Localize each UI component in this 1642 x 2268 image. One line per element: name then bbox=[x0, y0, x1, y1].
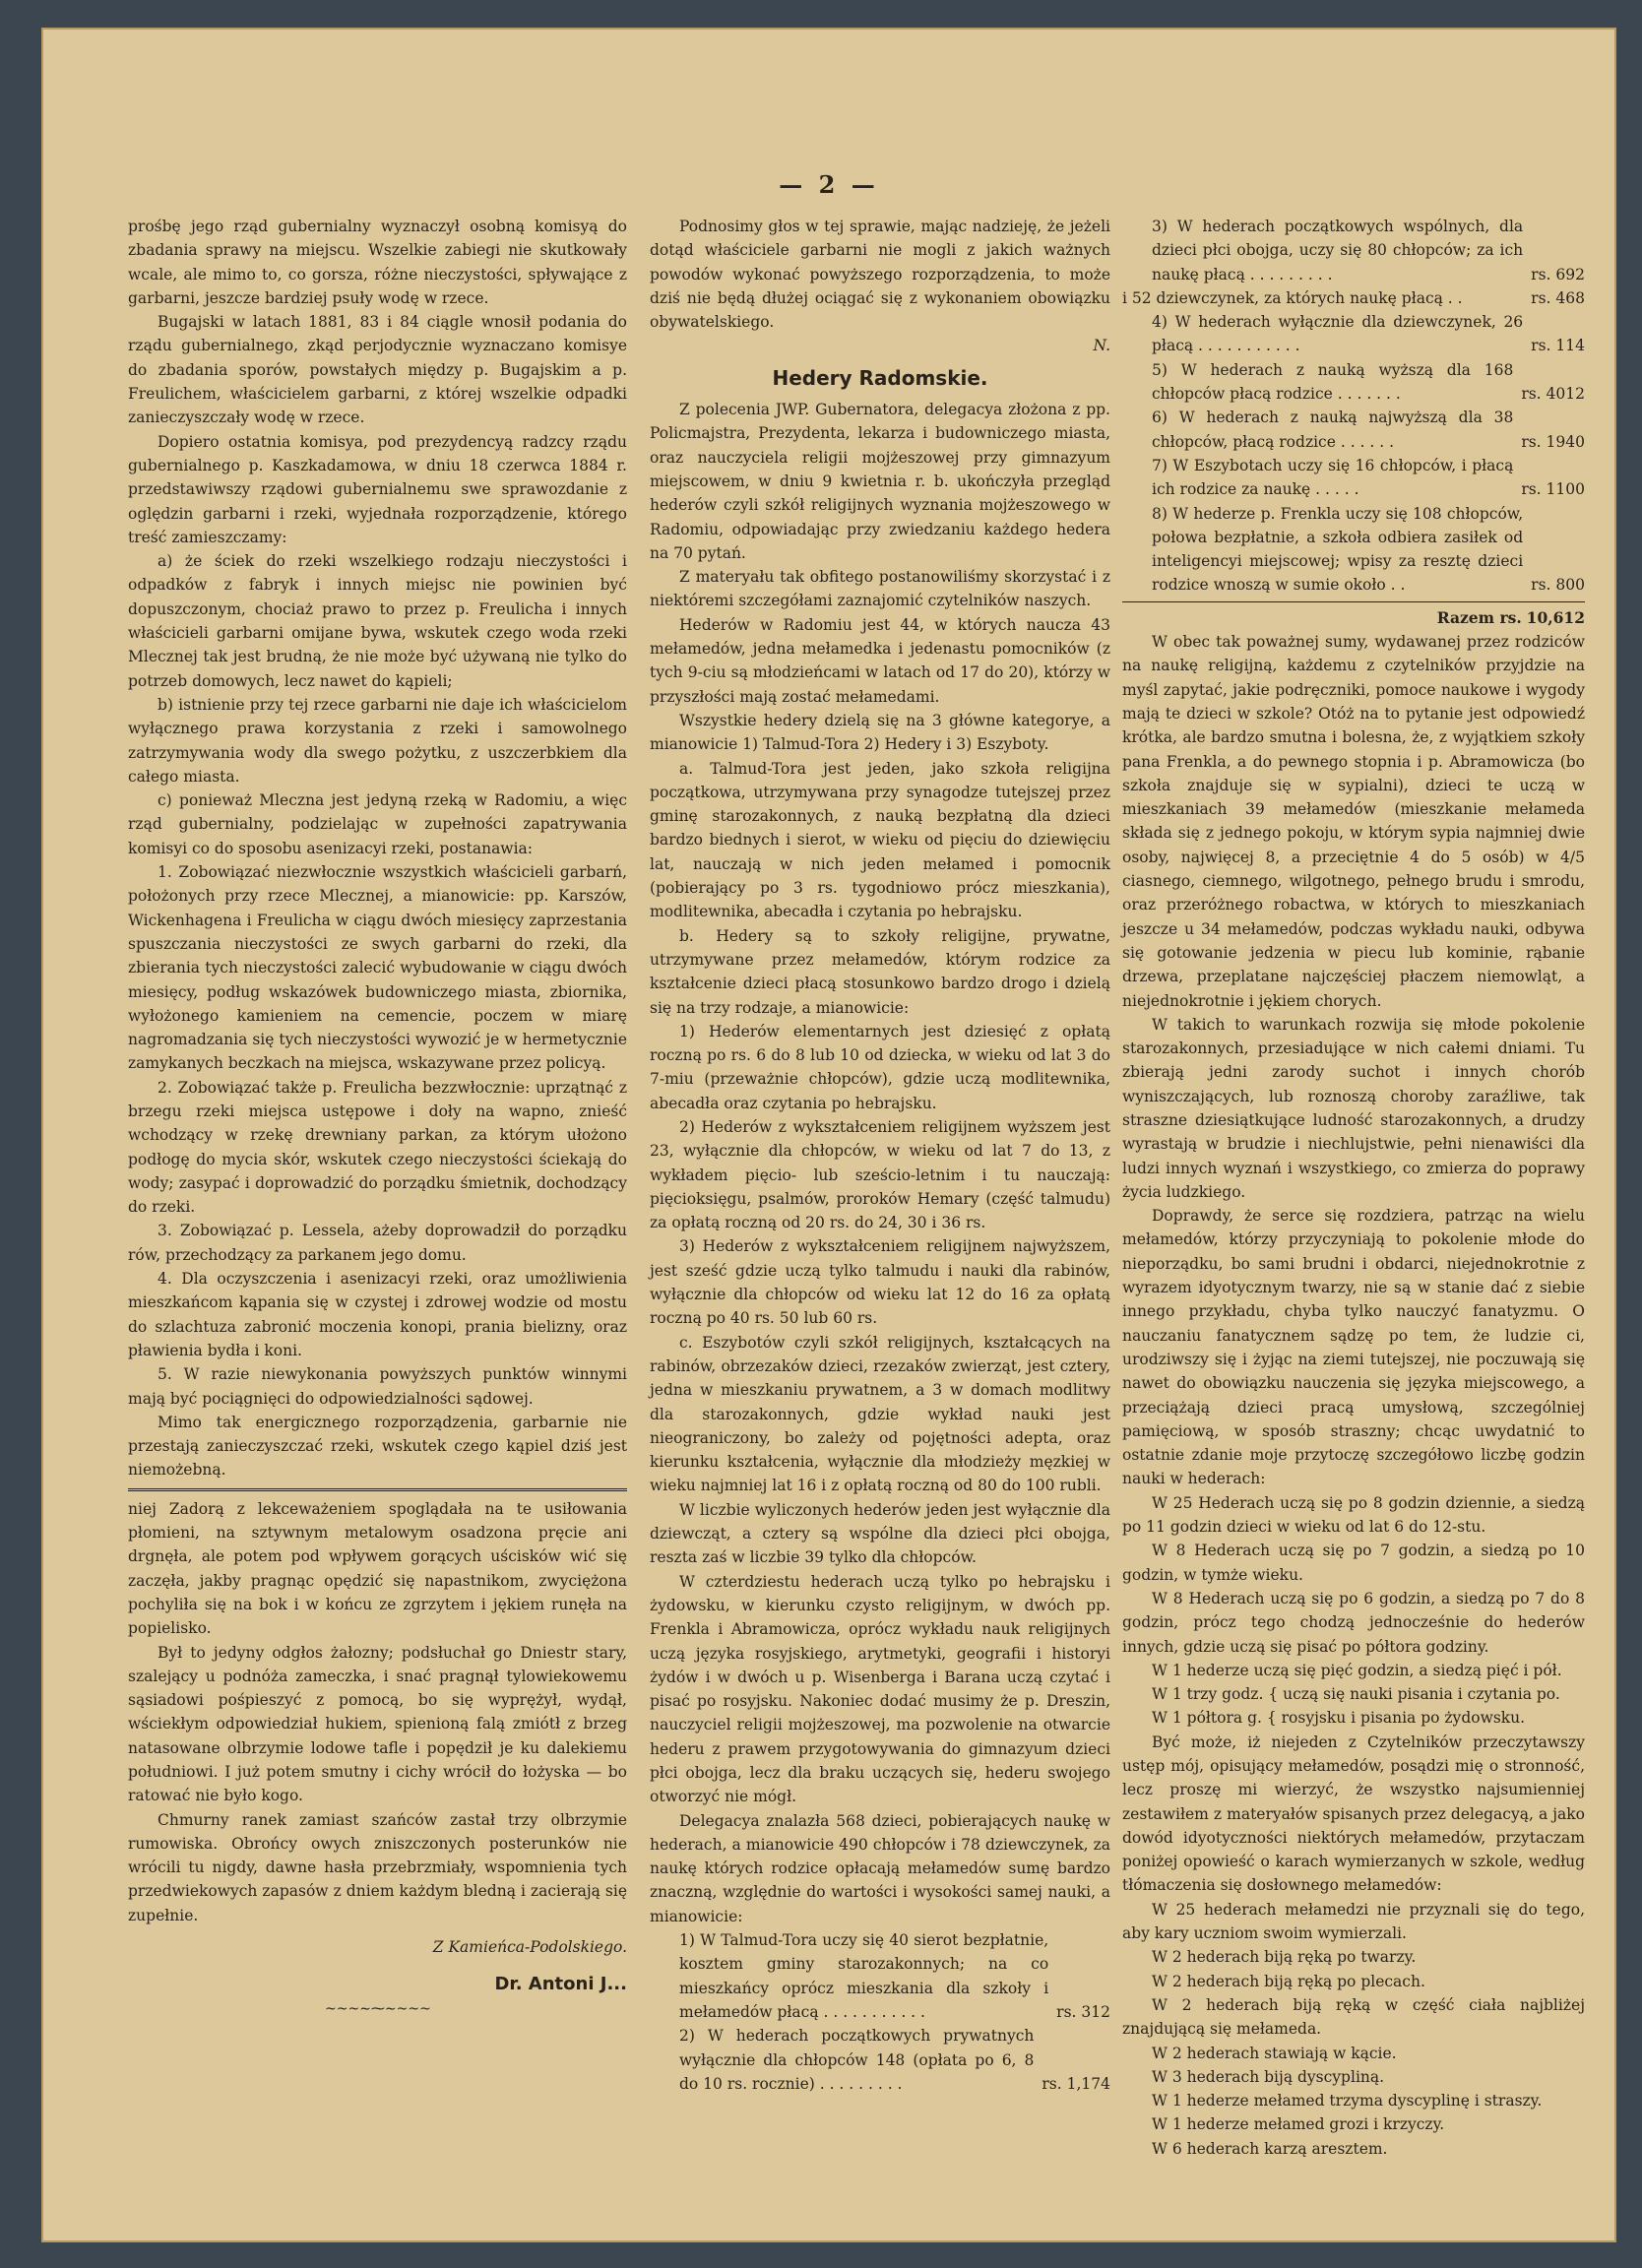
paragraph: b. Hedery są to szkoły religijne, prywatne, utrzymywane przez mełamedów, którym rodzice za kształcenie dzieci płacą stosunkowo bardzo drogo i dzielą się na trzy rodzaje, a mianowicie: bbox=[650, 926, 1110, 1017]
paragraph: Doprawdy, że serce się rozdziera, patrząc na wielu mełamedów, którzy przyczyniają to pokolenie młode do nieporządku, bo sami brudni i obdarci, niejednokrotnie z wyrazem idyotycznym twarzy, nie są w stanie dać z siebie innego przykładu, chyba tylko nauczyć fanatyzmu. O nauczaniu fanatycznem sądzę po tem, że ludzie ci, urodziwszy się i żyjąc na ziemi tutejszej, nie poczuwają się nawet do obowiązku nauczenia się języka miejscowego, a przeciążają dzieci pracą umysłową, szczególniej pamięciową, w sposób straszny; chcąc uwydatnić to ostatnie zdanie moje przytoczę szczegółowo liczbę godzin nauki w hederach: bbox=[1122, 1207, 1585, 1488]
column-2 bbox=[650, 215, 1110, 2096]
paragraph: W obec tak poważnej sumy, wydawanej przez rodziców na naukę religijną, każdemu z czytelników przyjdzie na myśl zapytać, jakie podręczniki, pomoce naukowe i wygody mają te dzieci w szkole? Otóż na to pytanie jest odpowiedź krótka, ale bardzo smutna i bolesna, że, z wyjątkiem szkoły pana Frenkla, a do pewnego stopnia i p. Abramowicza (bo szkoła znajduje się w sypialni), dzieci te uczą w mieszkaniach 39 mełamedów (mieszkanie mełameda składa się z jednego pokoju, w którym sypia najmniej dwie osoby, najwięcej 8, a przeciętnie 4 do 5 osób) w 4/5 ciasnego, ciemnego, wilgotnego, pełnego brudu i smrodu, oraz przeróżnego robactwa, w których to mieszkaniach jeszcze u 34 mełamedów, podczas wykładu nauki, odbywa się gotowanie jedzenia w piecu lub kominie, rąbanie drzewa, przeplatane najczęściej płaczem niemowląt, a niejednokrotnie i jękiem chorych. bbox=[1122, 633, 1585, 1010]
paragraph: 3. Zobowiązać p. Lessela, ażeby doprowadził do porządku rów, przechodzący za parkanem jego domu. bbox=[128, 1222, 627, 1264]
paragraph: Z polecenia JWP. Gubernatora, delegacya złożona z pp. Policmajstra, Prezydenta, lekarza i budowniczego miasta, oraz nauczyciela religii mojżeszowej przy gimnazyum miejscowem, w dniu 9 kwietnia r. b. ukończyła przegląd hederów czyli szkół religijnych wyznania mojżeszowego w Radomiu, odpowiadając przy zwiedzaniu każdego hedera na 70 pytań. bbox=[650, 401, 1110, 562]
paragraph: W 1 trzy godz. { uczą się nauki pisania i czytania po. bbox=[1152, 1685, 1560, 1704]
paragraph: Hederów w Radomiu jest 44, w których naucza 43 mełamedów, jedna mełamedka i jedenastu pomocników (z tych 9-ciu są młodzieńcami w latach od 17 do 20), którzy w przyszłości mają zostać mełamedami. bbox=[650, 615, 1110, 706]
fee-unit: rs. bbox=[1042, 2074, 1062, 2093]
fee-amount: 468 bbox=[1555, 288, 1585, 307]
fee-unit: rs. bbox=[1531, 576, 1551, 595]
feuilleton-paragraph: Był to jedyny odgłos żałozny; podsłuchał go Dniestr stary, szalejący u podnóża zameczka, i snać pragnął tylowiekowemu sąsiadowi pośpieszyć z pomocą, bo się wyprężył, wydął, wściekłym odpowiedział hukiem, spienioną falą zmiótł z brzeg natasowane olbrzymie lodowe tafle i popędził je ku dalekiemu południowi. I już potem smutny i cichy wrócił do łożyska — bo ratować nie było kogo. bbox=[128, 1643, 627, 1805]
fee-amount: 114 bbox=[1555, 337, 1585, 355]
paragraph: c) ponieważ Mleczna jest jedyną rzeką w Radomiu, a więc rząd gubernialny, podzielając w zupełności zapatrywania komisyi co do sposobu asenizacyi rzeki, postanawia: bbox=[128, 791, 627, 857]
fee-unit: rs. bbox=[1056, 2002, 1077, 2021]
total-label: Razem rs. bbox=[1436, 607, 1522, 627]
fee-unit: rs. bbox=[1521, 480, 1542, 499]
total-divider bbox=[1122, 601, 1585, 602]
paragraph: W 2 hederach biją ręką w część ciała najbliżej znajdującą się mełameda. bbox=[1122, 1995, 1585, 2039]
fee-unit: rs. bbox=[1531, 265, 1551, 284]
flourish-ornament: ~~~∼⁓∼~~~ bbox=[325, 2000, 431, 2017]
paragraph: W 8 Hederach uczą się po 7 godzin, a siedzą po 10 godzin, w tymże wieku. bbox=[1122, 1542, 1585, 1584]
fee-row bbox=[650, 1928, 1110, 2024]
total-row bbox=[1122, 606, 1585, 630]
paragraph: 1) Hederów elementarnych jest dziesięć z opłatą roczną po rs. 6 do 8 lub 10 od dziecka, w wieku od lat 3 do 7-miu (przeważnie chłopców), gdzie uczą modlitewnika, abecadła oraz czytania po hebrajsku. bbox=[650, 1022, 1110, 1112]
fee-text: 4) W hederach wyłącznie dla dziewczynek, 26 płacą . . . . . . . . . . . bbox=[1152, 313, 1524, 355]
paragraph: W takich to warunkach rozwija się młode pokolenie starozakonnych, przesiadujące w nich całemi dniami. Tu zbierają jedni zarody suchot i innych chorób wyniszczających, lub roznoszą choroby zaraźliwe, tak straszne dziesiątkujące ludność starozakonnych, a drudzy wyrastają w brudzie i niechlujstwie, pełni nienawiści dla ludzi innych wyznań i wszystkiego, co zmierza do poprawy życia ludzkiego. bbox=[1122, 1015, 1585, 1201]
paragraph: Być może, iż niejeden z Czytelników przeczytawszy ustęp mój, opisujący mełamedów, posądzi mię o stronność, lecz proszę mi wierzyć, że wszystko najsumienniej zestawiłem z materyałów spisanych przez delegacyą, a jako dowód idyotyczności niektórych mełamedów, przytaczam poniżej opowieść o karach wymierzanych w szkole, według tłómaczenia się dosłownego mełamedów: bbox=[1122, 1732, 1585, 1895]
fee-text: 3) W hederach początkowych wspólnych, dla dzieci płci obojga, uczy się 80 chłopców; za ich naukę płacą . . . . . . . . . bbox=[1152, 218, 1524, 284]
paragraph: W czterdziestu hederach uczą tylko po hebrajsku i żydowsku, w kierunku czysto religijnym, w dwóch pp. Frenkla i Abramowicza, oprócz wykładu nauk religijnych uczą języka rosyjskiego, arytmetyki, geografii i historyi żydów i w dwóch u p. Wisenberga i Barana uczą czytać i pisać po rosyjsku. Nakoniec dodać musimy że p. Dreszin, nauczyciel religii mojżeszowej, ma pozwolenie na otwarcie hederu z prawem przygotowywania do gimnazyum dzieci płci obojga, lecz dla braku uczących się, hederu swojego otworzyć nie mógł. bbox=[650, 1572, 1110, 1806]
paragraph: 5. W razie niewykonania powyższych punktów winnymi mają być pociągnięci do odpowiedzialności sądowej. bbox=[128, 1365, 627, 1408]
fee-amount: 1940 bbox=[1546, 432, 1585, 451]
fee-text: 1) W Talmud-Tora uczy się 40 sierot bezpłatnie, kosztem gminy starozakonnych; na co mieszkańcy oprócz mieszkania dla szkoły i mełamedów płacą . . . . . . . . . . . bbox=[679, 1931, 1049, 2021]
fee-amount: 692 bbox=[1555, 265, 1585, 284]
place-signature: Z Kamieńca-Podolskiego. bbox=[432, 1938, 627, 1957]
fee-row bbox=[1122, 454, 1585, 502]
paragraph: Z materyału tak obfitego postanowiliśmy skorzystać i z niektóremi szczegółami zaznajomić czytelników naszych. bbox=[650, 568, 1110, 610]
paragraph: Bugajski w latach 1881, 83 i 84 ciągle wnosił podania do rządu gubernialnego, zkąd perjodycznie wyznaczano komisye do zbadania sporów, powstałych między p. Bugajskim a p. Freulichem, właścicielem garbarni, z której wszelkie odpadki zanieczyszczały wodę w rzece. bbox=[128, 313, 627, 427]
paragraph: W 1 hederze mełamed grozi i krzyczy. bbox=[1152, 2115, 1445, 2134]
newspaper-page bbox=[41, 28, 1616, 2242]
paragraph: W 1 hederze uczą się pięć godzin, a siedzą pięć i pół. bbox=[1152, 1661, 1562, 1679]
feuilleton-paragraph: niej Zadorą z lekceważeniem spoglądała na te usiłowania płomieni, na sztywnym metalowym osadzona pręcie ani drgnęła, ale potem pod wpływem gorących uścisków wić się zaczęła, jakby pragnąc opędzić się napastnikom, zwyciężona pochyliła się na bok i w końcu ze zgrzytem i jękiem runęła na popielisko. bbox=[128, 1499, 627, 1638]
fee-amount: 1100 bbox=[1546, 480, 1585, 499]
paragraph: Wszystkie hedery dzielą się na 3 główne kategorye, a mianowicie 1) Talmud-Tora 2) Hedery i 3) Eszyboty. bbox=[650, 711, 1110, 754]
paragraph: b) istnienie przy tej rzece garbarni nie daje ich właścicielom wyłącznego prawa korzystania z rzeki i samowolnego zatrzymywania wody dla swego pożytku, z uszczerbkiem dla całego miasta. bbox=[128, 695, 627, 786]
paragraph: 3) Hederów z wykształceniem religijnem najwyższem, jest sześć gdzie uczą tylko talmudu i nauki dla rabinów, wyłącznie dla chłopców od wieku lat 12 do 16 za opłatą roczną po 40 rs. 50 lub 60 rs. bbox=[650, 1237, 1110, 1328]
paragraph: Mimo tak energicznego rozporządzenia, garbarnie nie przestają zanieczyszczać rzeki, wskutek czego kąpiel dziś jest niemożebną. bbox=[128, 1413, 627, 1480]
paragraph: Dopiero ostatnia komisya, pod prezydencyą radzcy rządu gubernialnego p. Kaszkadamowa, w dniu 18 czerwca 1884 r. przedstawiwszy rządowi gubernialnemu swe sprawozdanie z oględzin garbarni i rzeki, wyjednała rozporządzenie, którego treść zamieszczamy: bbox=[128, 432, 627, 546]
paragraph: 2. Zobowiązać także p. Freulicha bezzwłocznie: uprzątnąć z brzegu rzeki miejsca ustępowe i doły na wapno, znieść wchodzący w rzekę drewniany parkan, za którym ułożono podłogę do mycia skór, wskutek czego nieczystości ściekają do wody; zasypać i doprowadzić do porządku śmietnik, dochodzący do rzeki. bbox=[128, 1078, 627, 1217]
fee-row bbox=[1122, 310, 1585, 358]
fee-row bbox=[1122, 502, 1585, 598]
article-heading: Hedery Radomskie. bbox=[772, 365, 988, 390]
paragraph: prośbę jego rząd gubernialny wyznaczył osobną komisyą do zbadania sprawy na miejscu. Wszelkie zabiegi nie skutkowały wcale, ale mimo to, co gorsza, różne nieczystości, spływające z garbarni, jeszcze bardziej psuły wodę w rzece. bbox=[128, 218, 627, 307]
column-3 bbox=[1122, 215, 1585, 2161]
fee-text: 6) W hederach z nauką najwyższą dla 38 chłopców, płacą rodzice . . . . . . bbox=[1152, 409, 1514, 451]
paragraph: W liczbie wyliczonych hederów jeden jest wyłącznie dla dziewcząt, a cztery są wspólne dla dzieci płci obojga, reszta zaś w liczbie 39 tylko dla chłopców. bbox=[650, 1500, 1110, 1567]
paragraph: 4. Dla oczyszczenia i asenizacyi rzeki, oraz umożliwienia mieszkańcom kąpania się w czystej i zdrowej wodzie od mostu do szlachtuza zabronić moczenia konopi, prania bielizny, oraz pławienia bydła i koni. bbox=[128, 1270, 627, 1359]
fee-text: 5) W hederach z nauką wyższą dla 168 chłopców płacą rodzice . . . . . . . bbox=[1152, 360, 1514, 404]
feuilleton-divider bbox=[128, 1488, 627, 1491]
fee-amount: 1,174 bbox=[1066, 2074, 1110, 2093]
page-number: — 2 — bbox=[779, 170, 879, 199]
paragraph: W 25 Hederach uczą się po 8 godzin dziennie, a siedzą po 11 godzin dzieci w wieku od lat 6 do 12-stu. bbox=[1122, 1493, 1585, 1537]
fee-amount: 800 bbox=[1555, 576, 1585, 595]
fee-unit: rs. bbox=[1521, 385, 1542, 404]
fee-text: 7) W Eszybotach uczy się 16 chłopców, i płacą ich rodzice za naukę . . . . . bbox=[1152, 456, 1514, 499]
paragraph: Delegacya znalazła 568 dzieci, pobierających naukę w hederach, a mianowicie 490 chłopców i 78 dziewczynek, za naukę których rodzice opłacają mełamedów sumę bardzo znaczną, względnie do wartości i wysokości samej nauki, a mianowicie: bbox=[650, 1811, 1110, 1925]
fee-amount: 312 bbox=[1081, 2002, 1110, 2021]
fee-row bbox=[650, 2024, 1110, 2096]
fee-row bbox=[1122, 286, 1585, 310]
paragraph: W 2 hederach biją ręką po twarzy. bbox=[1152, 1948, 1417, 1967]
fee-row bbox=[1122, 406, 1585, 454]
total-amount: 10,612 bbox=[1526, 607, 1585, 627]
fee-amount: 4012 bbox=[1546, 385, 1585, 404]
paragraph: W 25 hederach mełamedzi nie przyznali się do tego, aby kary uczniom swoim wymierzali. bbox=[1122, 1900, 1585, 1943]
feuilleton-paragraph: Chmurny ranek zamiast szańców zastał trzy olbrzymie rumowiska. Obrońcy owych zniszczonych posterunków nie wrócili tu nigdy, dawne hasła przebrzmiały, wspomnienia tych przedwiekowych zapasów z dniem każdym bledną i zacierają się zupełnie. bbox=[128, 1810, 627, 1924]
fee-unit: rs. bbox=[1521, 432, 1542, 451]
fee-row bbox=[1122, 358, 1585, 407]
fee-unit: rs. bbox=[1531, 288, 1551, 307]
paragraph: W 2 hederach stawiają w kącie. bbox=[1152, 2044, 1397, 2062]
paragraph: 2) Hederów z wykształceniem religijnem wyższem jest 23, wyłącznie dla chłopców, w wieku od lat 7 do 13, z wykładem pięcio- lub sześcio-letnim i tu nauczają: pięcioksięgu, psalmów, proroków Hemary (część talmudu) za opłatą roczną od 20 rs. do 24, 30 i 36 rs. bbox=[650, 1117, 1110, 1232]
paragraph: a) że ściek do rzeki wszelkiego rodzaju nieczystości i odpadków z fabryk i innych miejsc nie powinien być dopuszczonym, chociaż prawo to przez p. Freulicha i innych właścicieli garbarni omijane bywa, wskutek czego woda rzeki Mlecznej tak jest brudną, że nie może być używaną nie tylko do potrzeb domowych, lecz nawet do kąpieli; bbox=[128, 552, 627, 690]
fee-text: 2) W hederach początkowych prywatnych wyłącznie dla chłopców 148 (opłata po 6, 8 do 10 rs. rocznie) . . . . . . . . . bbox=[679, 2027, 1035, 2093]
paragraph: W 1 półtora g. { rosyjsku i pisania po żydowsku. bbox=[1152, 1709, 1526, 1728]
author-signature: Dr. Antoni J... bbox=[494, 1974, 627, 1995]
paragraph: W 1 hederze mełamed trzyma dyscyplinę i straszy. bbox=[1152, 2092, 1543, 2110]
paragraph: c. Eszybotów czyli szkół religijnych, kształcących na rabinów, obrzezaków dzieci, rzezaków zwierząt, jest cztery, jedna w mieszkaniu prywatnem, a 3 w domach modlitwy dla starozakonnych, gdzie wykład nauki jest nieograniczony, bo zależy od pojętności adepta, oraz kierunku kształcenia, wyłącznie dla młodzieży męzkiej w wieku najmniej lat 16 i z opłatą roczną od 80 do 100 rubli. bbox=[650, 1333, 1110, 1495]
fee-unit: rs. bbox=[1531, 337, 1551, 355]
fee-row bbox=[1122, 215, 1585, 286]
intro-paragraph: Podnosimy głos w tej sprawie, mając nadzieję, że jeżeli dotąd właściciele garbarni nie mogli z jakich ważnych powodów wykonać powyższego rozporządzenia, to może dziś nie będą dłużej ociągać się z wykonaniem obowiązku obywatelskiego. bbox=[650, 218, 1110, 332]
paragraph: 1. Zobowiązać niezwłocznie wszystkich właścicieli garbarń, położonych przy rzece Mlecznej, a mianowicie: pp. Karszów, Wickenhagena i Freulicha w ciągu dwóch miesięcy zaprzestania spuszczania nieczystości ze swych garbarni do rzeki, dla zbierania tych nieczystości zalecić wybudowanie w ciągu dwóch miesięcy, podług wskazówek budowniczego miasta, zbiornika, wyłożonego kamieniem na cemencie, poczem w miarę nagromadzania się tych nieczystości wywozić je w hermetycznie zamykanych beczkach na miejsca, wskazywane przez policyą. bbox=[128, 863, 627, 1073]
paragraph: W 2 hederach biją ręką po plecach. bbox=[1152, 1972, 1425, 1990]
paragraph: W 6 hederach karzą aresztem. bbox=[1152, 2139, 1388, 2158]
paragraph: W 3 hederach biją dyscypliną. bbox=[1152, 2067, 1385, 2086]
paragraph: a. Talmud-Tora jest jeden, jako szkoła religijna początkowa, utrzymywana przy synagodze tutejszej przez gminę starozakonnych, z nauką bezpłatną dla dzieci bardzo biednych i sierot, w wieku od pięciu do dziewięciu lat, nauczają w nich jeden mełamed i pomocnik (pobierający po 3 rs. tygodniowo prócz mieszkania), modlitewnika, abecadła i czytania po hebrajsku. bbox=[650, 759, 1110, 921]
intro-signature: N. bbox=[1093, 337, 1110, 355]
fee-text: i 52 dziewczynek, za których naukę płacą . . bbox=[1122, 288, 1463, 307]
column-1 bbox=[128, 215, 627, 2021]
fee-text: 8) W hederze p. Frenkla uczy się 108 chłopców, połowa bezpłatnie, a szkoła odbiera zasiłek od inteligencyi miejscowej; wpisy za resztę dzieci rodzice wnoszą w sumie około . . bbox=[1152, 504, 1524, 595]
paragraph: W 8 Hederach uczą się po 6 godzin, a siedzą po 7 do 8 godzin, prócz tego chodzą jednocześnie do hederów innych, gdzie uczą się pisać po półtora godziny. bbox=[1122, 1589, 1585, 1656]
